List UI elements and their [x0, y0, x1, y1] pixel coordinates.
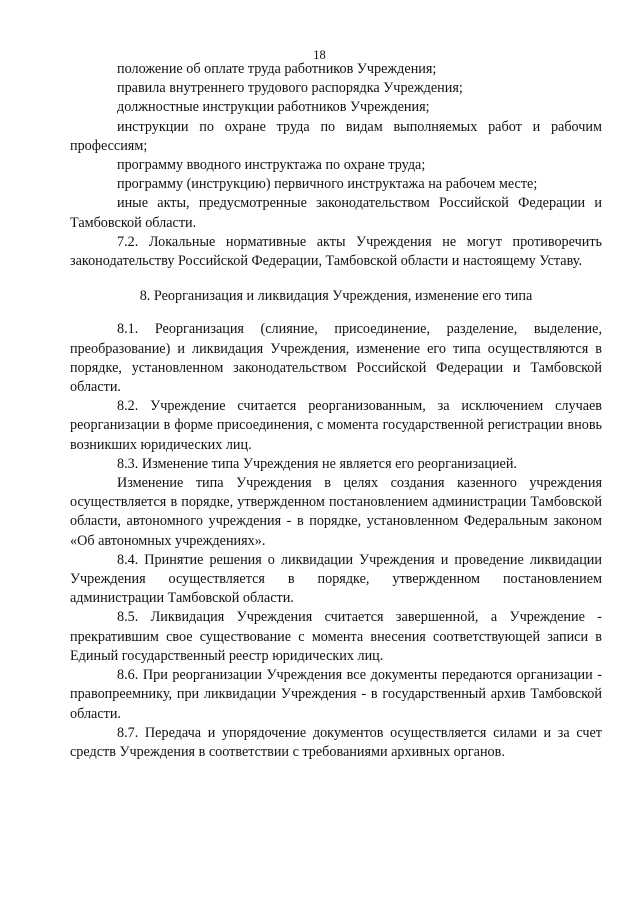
document-body — [70, 60, 602, 762]
paragraph: иные акты, предусмотренные законодательством Российской Федерации и Тамбовской области. — [70, 195, 602, 231]
paragraph: 8.1. Реорганизация (слияние, присоединение, разделение, выделение, преобразование) и ликвидация Учреждения, изменение его типа осуществляются в порядке, установленном законодательством Российской Федерации и Тамбовской области. — [70, 321, 602, 396]
paragraph: программу вводного инструктажа по охране труда; — [117, 157, 426, 174]
section-heading: 8. Реорганизация и ликвидация Учреждения, изменение его типа — [139, 288, 533, 305]
paragraph: правила внутреннего трудового распорядка Учреждения; — [117, 80, 463, 97]
paragraph: программу (инструкцию) первичного инструктажа на рабочем месте; — [117, 176, 538, 193]
paragraph: 8.7. Передача и упорядочение документов осуществляется силами и за счет средств Учреждения в соответствии с требованиями архивных органов. — [70, 724, 602, 760]
paragraph: должностные инструкции работников Учреждения; — [117, 99, 430, 116]
paragraph: 8.6. При реорганизации Учреждения все документы передаются организации - правопреемнику, при ликвидации Учреждения - в государственный архив Тамбовской области. — [70, 667, 602, 722]
paragraph: инструкции по охране труда по видам выполняемых работ и рабочим профессиям; — [70, 118, 602, 154]
paragraph: положение об оплате труда работников Учреждения; — [117, 61, 437, 77]
paragraph: 8.3. Изменение типа Учреждения не является его реорганизацией. — [117, 455, 517, 472]
paragraph: 8.2. Учреждение считается реорганизованным, за исключением случаев реорганизации в форме присоединения, с момента государственной регистрации вновь возникших юридических лиц. — [70, 398, 602, 453]
page-number: 18 — [313, 48, 326, 62]
paragraph: 7.2. Локальные нормативные акты Учреждения не могут противоречить законодательству Российской Федерации, Тамбовской области и настоящему Уставу. — [70, 233, 602, 270]
paragraph: Изменение типа Учреждения в целях создания казенного учреждения осуществляется в порядке, утвержденном постановлением администрации Тамбовской области, автономного учреждения - в порядке, установленном Федеральным законом «Об автономных учреждениях». — [70, 475, 602, 549]
paragraph: 8.5. Ликвидация Учреждения считается завершенной, а Учреждение - прекратившим свое существование с момента внесения соответствующей записи в Единый государственный реестр юридических лиц. — [70, 609, 602, 664]
paragraph: 8.4. Принятие решения о ликвидации Учреждения и проведение ликвидации Учреждения осуществляется в порядке, утвержденном постановлением администрации Тамбовской области. — [70, 551, 602, 607]
